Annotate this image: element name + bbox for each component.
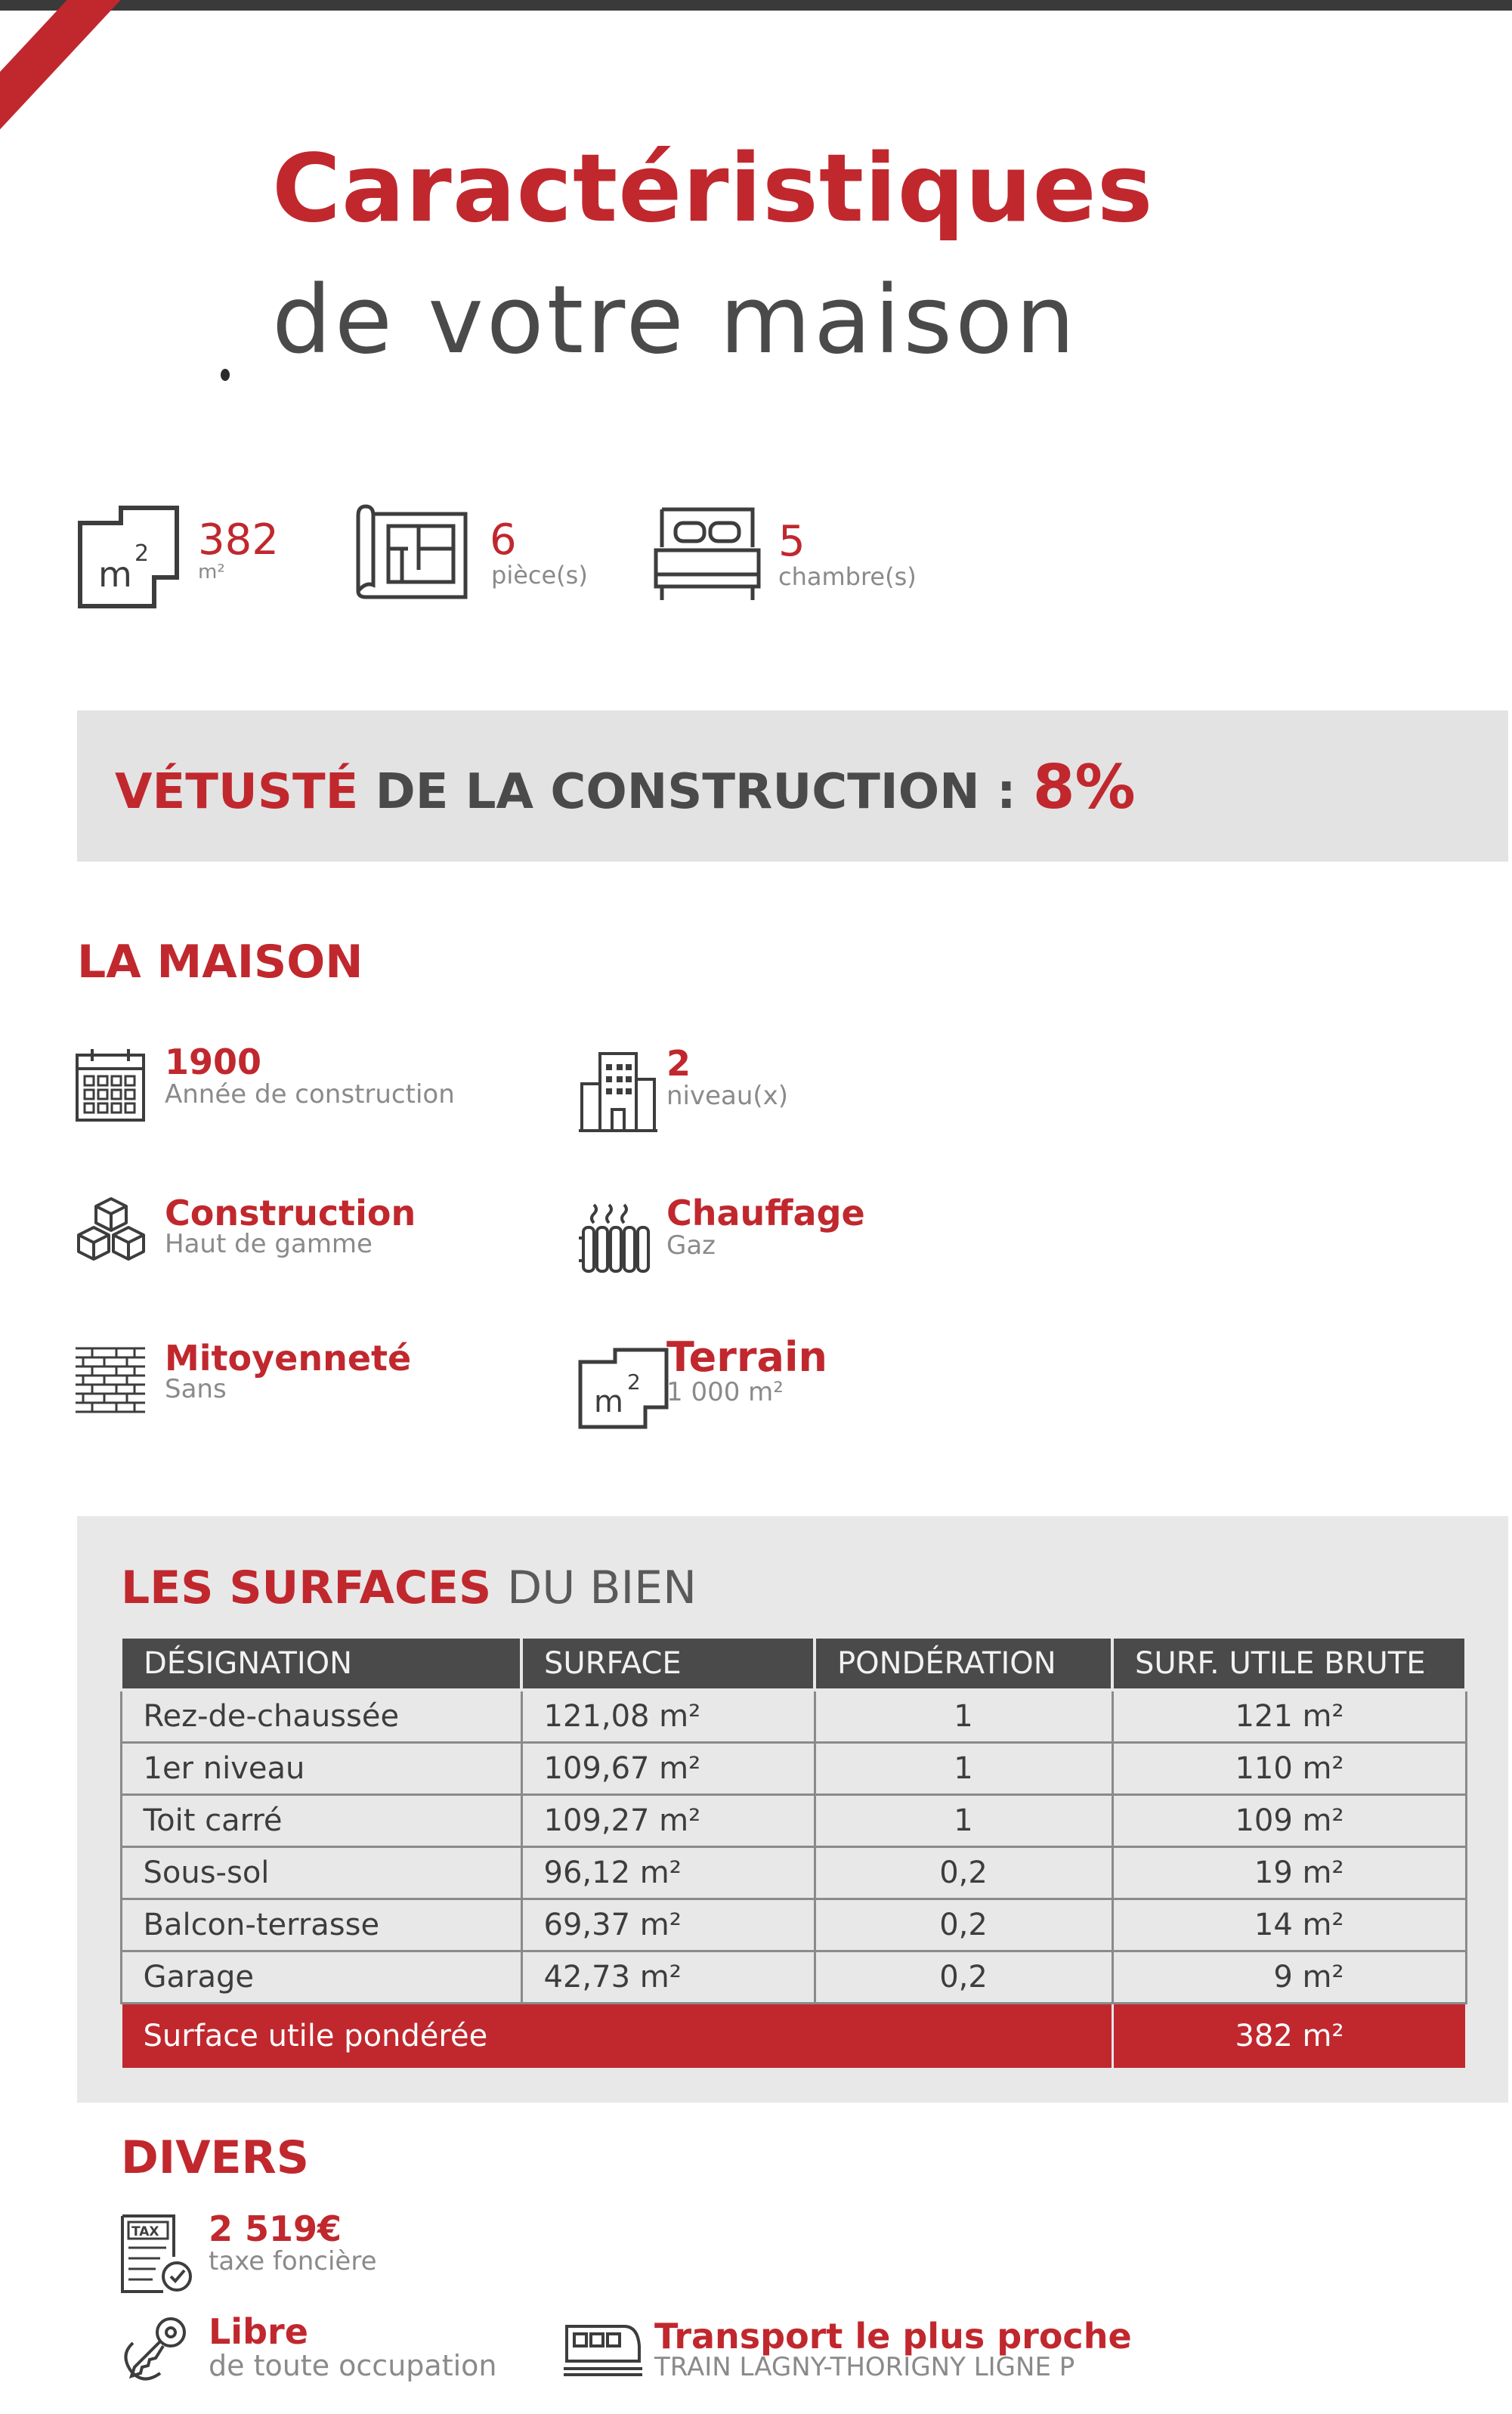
cell-surf-utile: 121 m² — [1112, 1690, 1466, 1743]
col-surface: SURFACE — [521, 1637, 815, 1690]
train-icon — [562, 2320, 644, 2378]
radiator-icon — [577, 1200, 651, 1274]
svg-text:2: 2 — [135, 540, 150, 567]
divers-tax-sub: taxe foncière — [209, 2246, 377, 2276]
total-value: 382 m² — [1112, 2004, 1466, 2069]
cell-surface: 109,27 m² — [521, 1795, 815, 1847]
feature-party-wall-sub: Sans — [165, 1374, 227, 1404]
cell-surf-utile: 19 m² — [1112, 1847, 1466, 1899]
table-total-row — [121, 2004, 1466, 2069]
table-row — [121, 1951, 1466, 2004]
tax-document-icon — [118, 2213, 193, 2295]
cell-ponderation: 0,2 — [815, 1899, 1112, 1951]
decorative-slash — [0, 0, 273, 147]
feature-heating-title: Chauffage — [666, 1193, 865, 1233]
col-surf-utile-brute: SURF. UTILE BRUTE — [1112, 1637, 1466, 1690]
feature-construction-sub: Haut de gamme — [165, 1229, 373, 1259]
feature-levels-title: 2 — [666, 1043, 691, 1084]
page-subtitle: de votre maison — [272, 266, 1078, 375]
svg-text:m: m — [594, 1385, 623, 1419]
stat-surface-value: 382 — [198, 515, 279, 565]
floorplan-icon — [355, 502, 468, 600]
cell-ponderation: 1 — [815, 1690, 1112, 1743]
cell-surf-utile: 9 m² — [1112, 1951, 1466, 2004]
cell-surf-utile: 109 m² — [1112, 1795, 1466, 1847]
land-m2-icon — [577, 1347, 671, 1430]
cell-surf-utile: 14 m² — [1112, 1899, 1466, 1951]
cell-surface: 69,37 m² — [521, 1899, 815, 1951]
divers-free-sub: de toute occupation — [209, 2349, 497, 2382]
calendar-icon — [74, 1046, 147, 1125]
vetuste-label: DE LA CONSTRUCTION : — [375, 764, 1016, 820]
svg-text:m: m — [98, 554, 132, 595]
cell-ponderation: 0,2 — [815, 1951, 1112, 2004]
col-ponderation: PONDÉRATION — [815, 1637, 1112, 1690]
vetuste-text — [115, 752, 1136, 822]
cell-designation: Toit carré — [121, 1795, 521, 1847]
bed-icon — [651, 503, 763, 605]
feature-levels-sub: niveau(x) — [666, 1081, 789, 1111]
feature-land-title: Terrain — [666, 1333, 827, 1381]
table-row — [121, 1899, 1466, 1951]
cell-surface: 96,12 m² — [521, 1847, 815, 1899]
keys-icon — [116, 2313, 195, 2388]
cell-surf-utile: 110 m² — [1112, 1743, 1466, 1795]
surfaces-heading-bold: LES SURFACES — [121, 1561, 492, 1614]
cell-ponderation: 1 — [815, 1795, 1112, 1847]
stat-rooms-unit: pièce(s) — [491, 561, 588, 590]
ink-speck — [221, 369, 230, 381]
vetuste-value: 8% — [1032, 752, 1136, 822]
stat-rooms-value: 6 — [490, 515, 517, 565]
cell-designation: Sous-sol — [121, 1847, 521, 1899]
col-designation: DÉSIGNATION — [121, 1637, 521, 1690]
cubes-icon — [73, 1196, 150, 1262]
cell-ponderation: 1 — [815, 1743, 1112, 1795]
svg-text:TAX: TAX — [131, 2224, 159, 2239]
table-row — [121, 1743, 1466, 1795]
stat-bedrooms-unit: chambre(s) — [778, 562, 917, 591]
surface-m2-icon — [76, 505, 181, 609]
stat-bedrooms-value: 5 — [778, 517, 805, 566]
brick-wall-icon — [74, 1345, 147, 1415]
surfaces-table — [119, 1636, 1467, 2070]
divers-tax-title: 2 519€ — [209, 2208, 342, 2249]
feature-construction-title: Construction — [165, 1193, 416, 1233]
table-row — [121, 1690, 1466, 1743]
cell-designation: Rez-de-chaussée — [121, 1690, 521, 1743]
section-surfaces — [121, 1561, 697, 1614]
feature-year-title: 1900 — [165, 1041, 262, 1082]
cell-surface: 109,67 m² — [521, 1743, 815, 1795]
feature-land-sub: 1 000 m² — [666, 1377, 784, 1407]
section-la-maison: LA MAISON — [77, 936, 363, 989]
top-border — [0, 0, 1512, 11]
table-row — [121, 1795, 1466, 1847]
page-title: Caractéristiques — [272, 135, 1154, 243]
svg-text:2: 2 — [627, 1369, 641, 1394]
cell-surface: 42,73 m² — [521, 1951, 815, 2004]
feature-party-wall-title: Mitoyenneté — [165, 1338, 412, 1379]
table-header-row — [121, 1637, 1466, 1690]
feature-heating-sub: Gaz — [666, 1230, 716, 1261]
surfaces-heading-light: DU BIEN — [507, 1561, 697, 1614]
building-icon — [577, 1049, 659, 1134]
cell-surface: 121,08 m² — [521, 1690, 815, 1743]
divers-transport-title: Transport le plus proche — [654, 2316, 1132, 2357]
cell-designation: 1er niveau — [121, 1743, 521, 1795]
divers-free-title: Libre — [209, 2311, 308, 2352]
total-label: Surface utile pondérée — [121, 2004, 1112, 2069]
cell-designation: Balcon-terrasse — [121, 1899, 521, 1951]
cell-ponderation: 0,2 — [815, 1847, 1112, 1899]
stat-surface-unit: m² — [198, 561, 225, 583]
divers-transport-sub: TRAIN LAGNY-THORIGNY LIGNE P — [654, 2352, 1075, 2382]
section-divers: DIVERS — [121, 2131, 309, 2184]
table-row — [121, 1847, 1466, 1899]
cell-designation: Garage — [121, 1951, 521, 2004]
vetuste-word: VÉTUSTÉ — [115, 764, 359, 820]
feature-year-sub: Année de construction — [165, 1079, 455, 1110]
